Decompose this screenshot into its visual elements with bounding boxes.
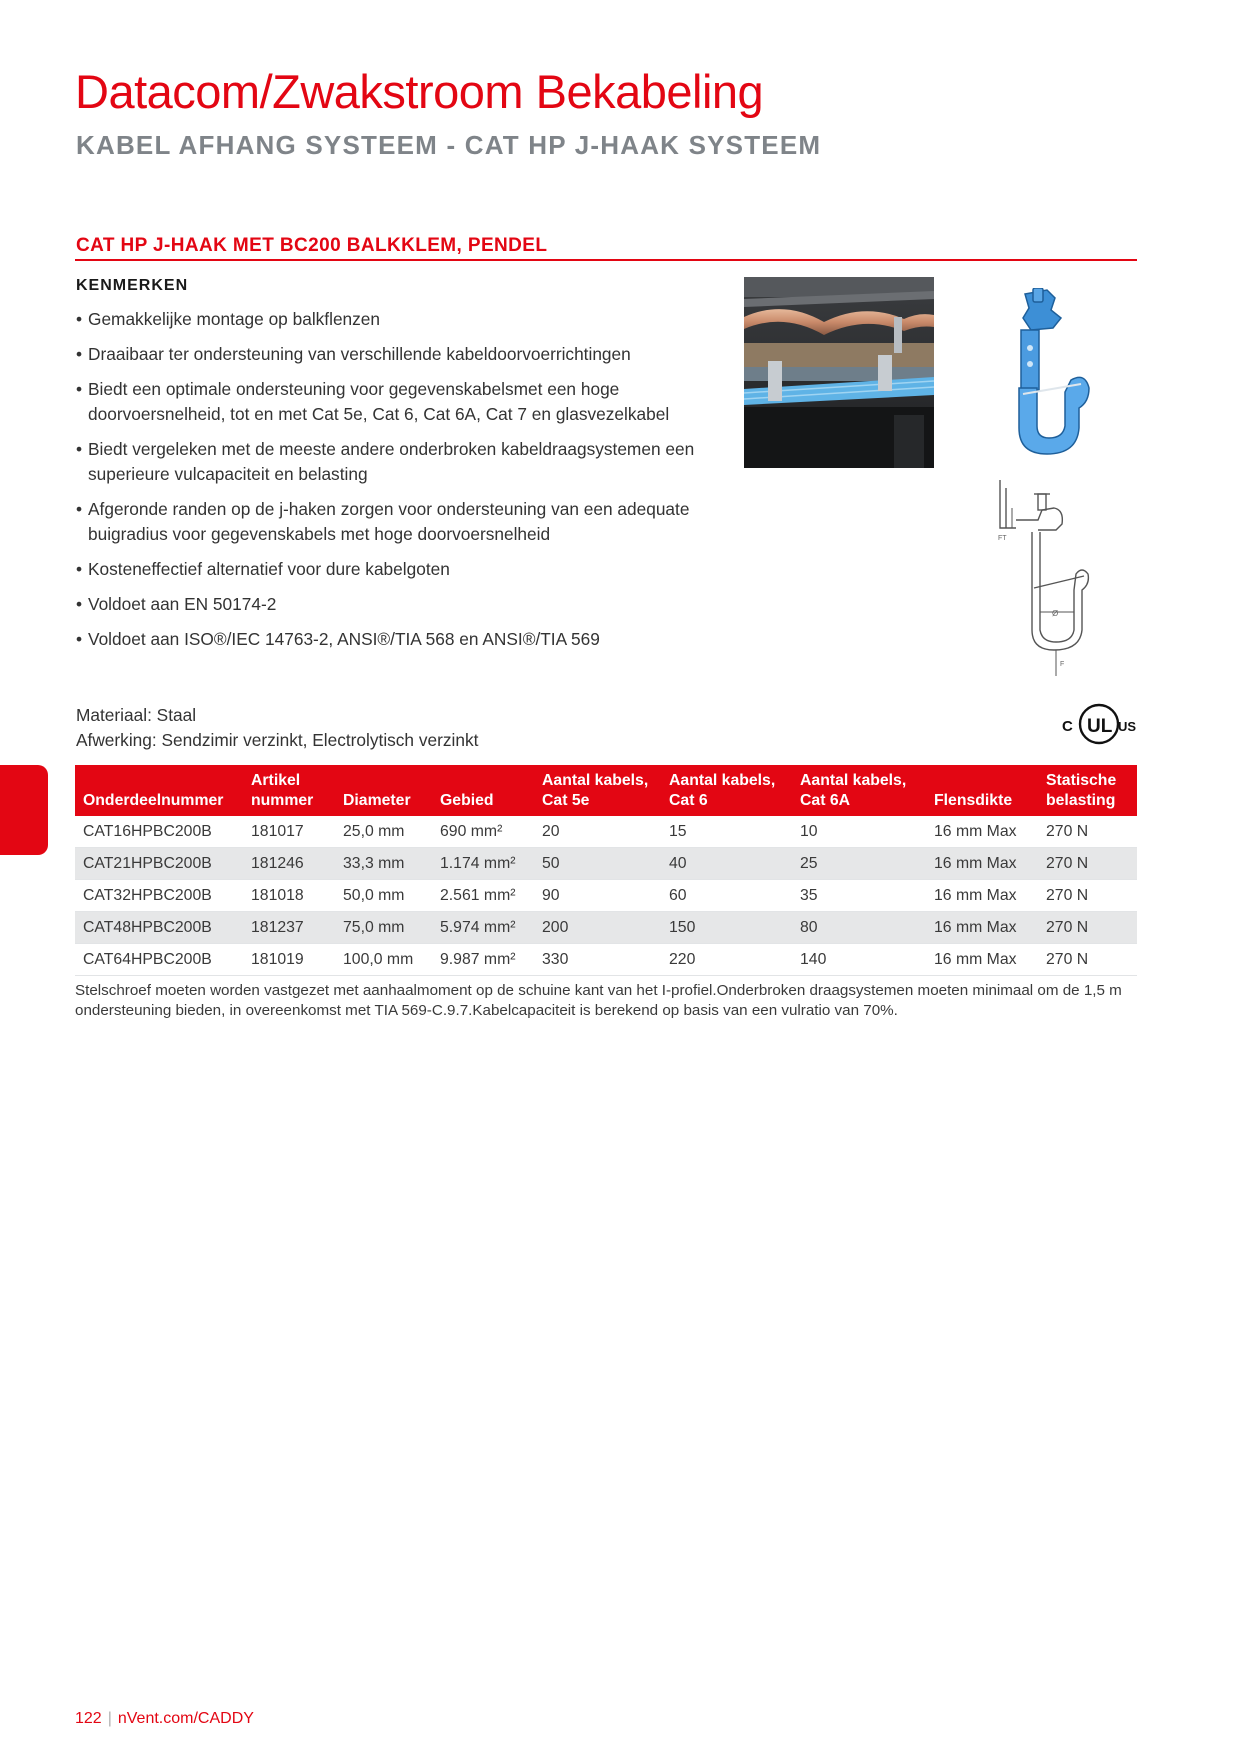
material-info [76, 703, 478, 753]
cell-area: 1.174 mm² [432, 848, 534, 880]
diagram-label-f: F [1060, 661, 1065, 668]
cell-cat6: 150 [661, 912, 792, 944]
page-number: 122 [75, 1710, 102, 1727]
cell-static-load: 270 N [1038, 944, 1137, 976]
feature-item: • Biedt vergeleken met de meeste andere onderbroken kabeldraagsystemen een superieure vulcapaciteit en belasting [76, 437, 736, 487]
table-row [75, 848, 1137, 880]
spec-table [75, 765, 1137, 976]
material-text: Materiaal: Staal [76, 705, 197, 725]
feature-item: • Biedt een optimale ondersteuning voor gegevenskabelsmet een hoge doorvoersnelheid, tot en met Cat 5e, Cat 6, Cat 6A, Cat 7 en glasvezelkabel [76, 377, 736, 427]
col-header-static-load: Statische belasting [1038, 765, 1137, 816]
cell-static-load: 270 N [1038, 848, 1137, 880]
cell-cat5e: 50 [534, 848, 661, 880]
table-row [75, 880, 1137, 912]
col-header-cat6: Aantal kabels, Cat 6 [661, 765, 792, 816]
cell-part-number: CAT21HPBC200B [75, 848, 243, 880]
installation-photo [744, 277, 934, 468]
cell-cat5e: 330 [534, 944, 661, 976]
cell-flange: 16 mm Max [926, 880, 1038, 912]
cell-cat5e: 90 [534, 880, 661, 912]
cell-static-load: 270 N [1038, 880, 1137, 912]
cell-part-number: CAT64HPBC200B [75, 944, 243, 976]
cell-cat5e: 200 [534, 912, 661, 944]
cell-area: 9.987 mm² [432, 944, 534, 976]
cell-flange: 16 mm Max [926, 848, 1038, 880]
section-title: CAT HP J-HAAK MET BC200 BALKKLEM, PENDEL [76, 235, 548, 256]
cell-static-load: 270 N [1038, 816, 1137, 848]
col-header-diameter: Diameter [335, 765, 432, 816]
table-row [75, 944, 1137, 976]
cell-area: 690 mm² [432, 816, 534, 848]
page-subtitle: KABEL AFHANG SYSTEEM - CAT HP J-HAAK SYSTEEM [76, 130, 822, 160]
cell-diameter: 100,0 mm [335, 944, 432, 976]
page-footer [75, 1710, 254, 1728]
footer-separator: | [107, 1710, 112, 1727]
dimension-drawing [998, 480, 1110, 680]
cell-diameter: 75,0 mm [335, 912, 432, 944]
cell-article: 181237 [243, 912, 335, 944]
cell-cat6a: 140 [792, 944, 926, 976]
feature-item: • Voldoet aan EN 50174-2 [76, 592, 736, 617]
cell-cat6: 220 [661, 944, 792, 976]
cell-part-number: CAT16HPBC200B [75, 816, 243, 848]
cell-cat6a: 10 [792, 816, 926, 848]
cell-cat6: 60 [661, 880, 792, 912]
col-header-article: Artikel nummer [243, 765, 335, 816]
cell-article: 181017 [243, 816, 335, 848]
section-divider [75, 259, 1137, 261]
cell-static-load: 270 N [1038, 912, 1137, 944]
cell-cat6a: 25 [792, 848, 926, 880]
cell-cat6a: 80 [792, 912, 926, 944]
feature-item: • Kosteneffectief alternatief voor dure kabelgoten [76, 557, 736, 582]
features-list [76, 307, 736, 662]
cell-cat6: 15 [661, 816, 792, 848]
footer-link[interactable]: nVent.com/CADDY [117, 1710, 254, 1727]
ul-mark-c: C [1062, 718, 1073, 735]
table-header-row [75, 765, 1137, 816]
cell-article: 181018 [243, 880, 335, 912]
cell-diameter: 33,3 mm [335, 848, 432, 880]
cell-flange: 16 mm Max [926, 816, 1038, 848]
feature-item: • Gemakkelijke montage op balkflenzen [76, 307, 736, 332]
cell-article: 181246 [243, 848, 335, 880]
cell-cat5e: 20 [534, 816, 661, 848]
diagram-label-diameter: Ø [1052, 609, 1059, 618]
cell-area: 2.561 mm² [432, 880, 534, 912]
feature-item: • Voldoet aan ISO®/IEC 14763-2, ANSI®/TIA 568 en ANSI®/TIA 569 [76, 627, 736, 652]
j-hook-product-image [985, 288, 1100, 458]
col-header-part-number: Onderdeelnummer [75, 765, 243, 816]
cell-part-number: CAT32HPBC200B [75, 880, 243, 912]
diagram-label-ft: FT [998, 535, 1007, 542]
ul-certification-logo [1060, 703, 1138, 745]
finish-text: Afwerking: Sendzimir verzinkt, Electrolytisch verzinkt [76, 730, 479, 750]
col-header-flange: Flensdikte [926, 765, 1038, 816]
cell-diameter: 50,0 mm [335, 880, 432, 912]
col-header-cat5e: Aantal kabels, Cat 5e [534, 765, 661, 816]
ul-mark-ul: UL [1087, 716, 1113, 737]
feature-item: • Draaibaar ter ondersteuning van verschillende kabeldoorvoerrichtingen [76, 342, 736, 367]
page-title: Datacom/Zwakstroom Bekabeling [75, 65, 764, 118]
cell-flange: 16 mm Max [926, 912, 1038, 944]
col-header-cat6a: Aantal kabels, Cat 6A [792, 765, 926, 816]
features-heading: KENMERKEN [76, 277, 189, 294]
cell-article: 181019 [243, 944, 335, 976]
cell-cat6: 40 [661, 848, 792, 880]
cell-diameter: 25,0 mm [335, 816, 432, 848]
cell-flange: 16 mm Max [926, 944, 1038, 976]
section-tab-marker [0, 765, 48, 855]
cell-area: 5.974 mm² [432, 912, 534, 944]
cell-part-number: CAT48HPBC200B [75, 912, 243, 944]
col-header-area: Gebied [432, 765, 534, 816]
ul-mark-us: US [1118, 719, 1137, 734]
table-footnote: Stelschroef moeten worden vastgezet met aanhaalmoment op de schuine kant van het I-profiel.Onderbroken draagsystemen moeten minimaal om de 1,5 m ondersteuning bieden, in overeenkomst met TIA 569-C.9.7.Kabelcapaciteit is berekend op basis van een vulratio van 70%. [75, 982, 1122, 1019]
cell-cat6a: 35 [792, 880, 926, 912]
table-row [75, 912, 1137, 944]
table-row [75, 816, 1137, 848]
feature-item: • Afgeronde randen op de j-haken zorgen voor ondersteuning van een adequate buigradius voor gegevenskabels met hoge doorvoersnelheid [76, 497, 736, 547]
